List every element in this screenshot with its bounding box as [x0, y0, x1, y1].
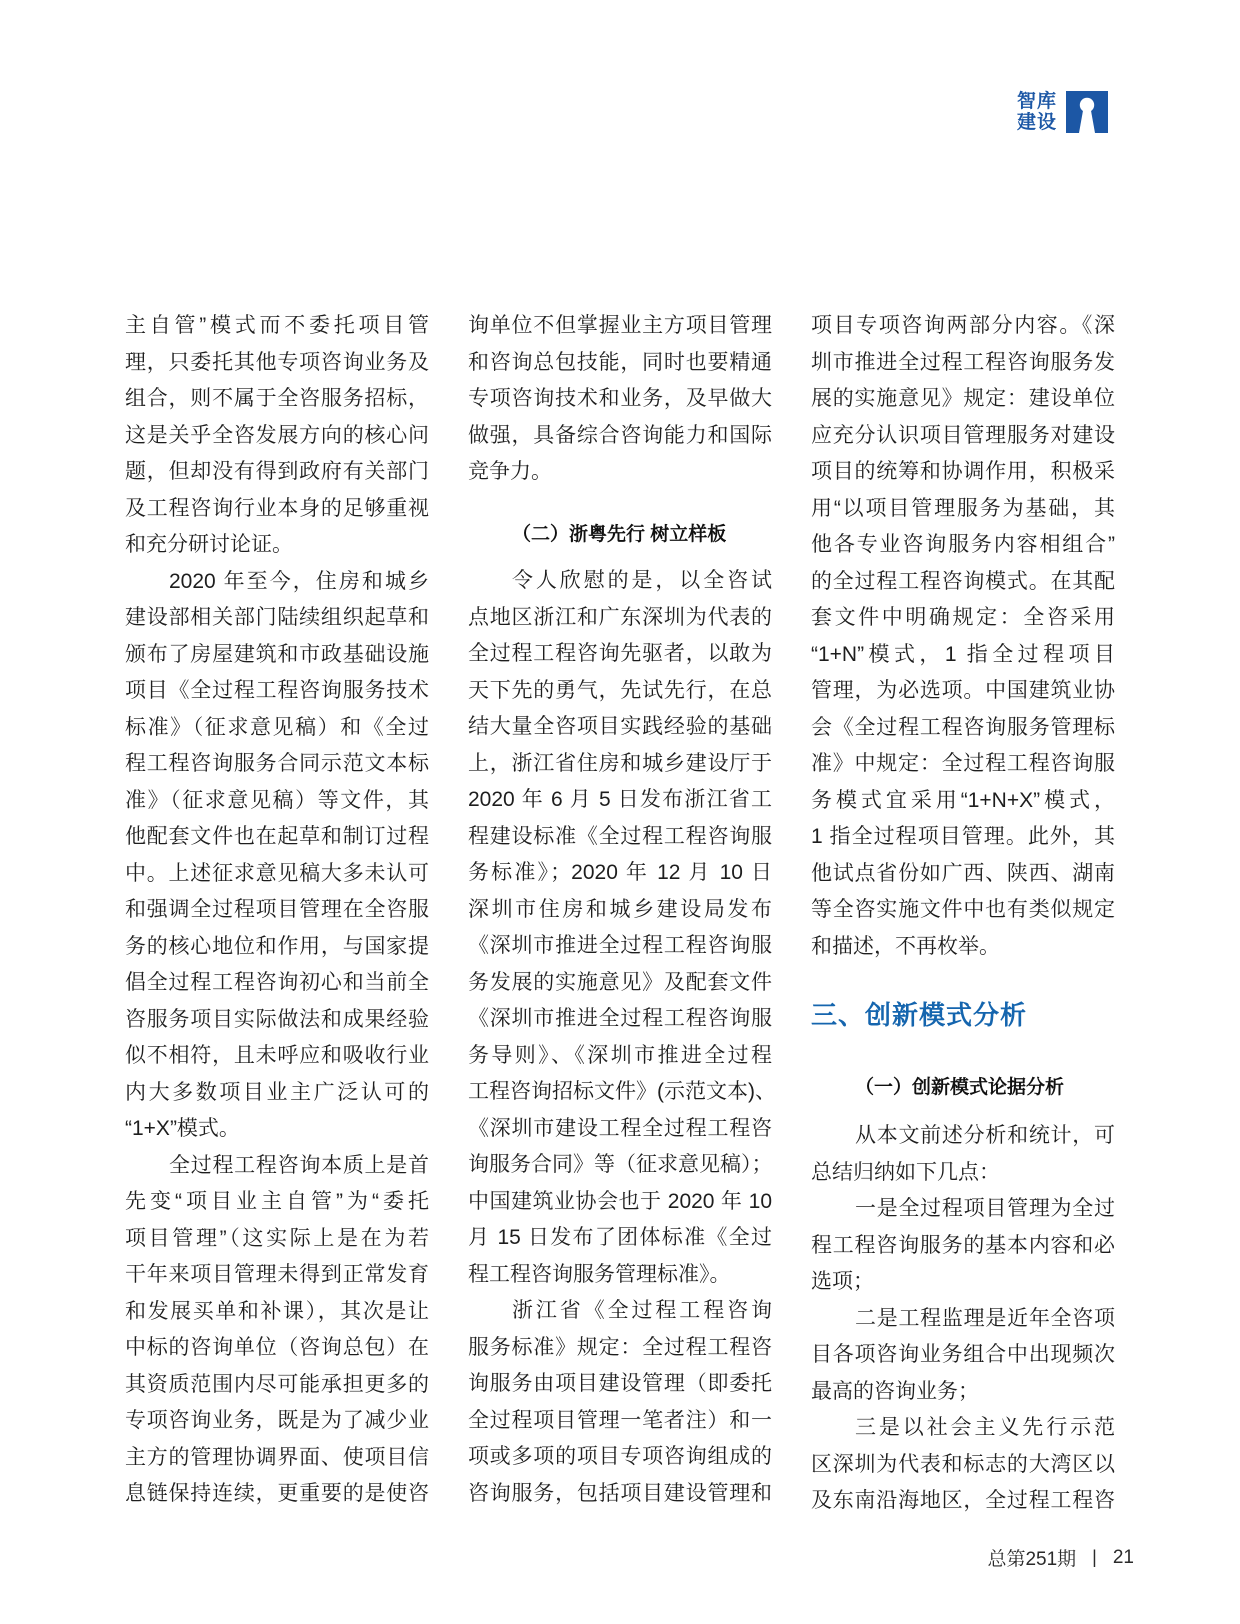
text-line: 他各专业咨询服务内容相组合” [811, 533, 1115, 556]
text-line: 区深圳为代表和标志的大湾区以 [811, 1452, 1115, 1476]
text-line: 和强调全过程项目管理在全咨服 [125, 898, 429, 921]
text-line: 专项咨询业务，既是为了减少业 [125, 1409, 429, 1432]
text-line: 《深圳市建设工程全过程工程咨 [468, 1116, 772, 1140]
text-line: 中国建筑业协会也于 2020 年 10 [468, 1189, 772, 1213]
text-line: 令人欣慰的是，以全咨试 [512, 569, 772, 592]
text-line: 其资质范围内尽可能承担更多的 [125, 1372, 429, 1396]
text-line: 管理，为必选项。中国建筑业协 [811, 679, 1115, 702]
text-line: 组合，则不属于全咨服务招标， [125, 387, 429, 410]
text-line: 圳市推进全过程工程咨询服务发 [811, 350, 1115, 374]
text-line: 二是工程监理是近年全咨项 [855, 1306, 1115, 1330]
text-line: 内大多数项目业主广泛认可的 [125, 1080, 429, 1104]
text-line: 专项咨询技术和业务，及早做大 [468, 387, 772, 410]
issue-number: 总第251期 [987, 1549, 1077, 1570]
text-line: 及工程咨询行业本身的足够重视 [125, 496, 429, 520]
text-line: 标准》（征求意见稿）和《全过 [125, 715, 429, 739]
text-line: 深圳市住房和城乡建设局发布 [468, 897, 772, 921]
text-line: 从本文前述分析和统计，可 [855, 1124, 1115, 1147]
text-line: 竞争力。 [468, 460, 552, 483]
text-line: 三是以社会主义先行示范 [855, 1416, 1115, 1439]
text-line: 程工程咨询服务合同示范文本标 [125, 752, 429, 775]
text-column-left [125, 308, 429, 1513]
text-line: 务发展的实施意见》及配套文件 [468, 970, 772, 994]
text-line: 套文件中明确规定：全咨采用 [811, 606, 1115, 629]
text-line: 月 15 日发布了团体标准《全过 [468, 1226, 772, 1249]
text-line: 做强，具备综合咨询能力和国际 [468, 423, 772, 447]
text-line: 一是全过程项目管理为全过 [855, 1197, 1115, 1220]
text-line: 他试点省份如广西、陕西、湖南 [811, 861, 1115, 885]
text-line: 上，浙江省住房和城乡建设厅于 [468, 751, 772, 775]
text-line: 和充分研讨论证。 [125, 533, 293, 556]
text-line: 咨询服务，包括项目建设管理和 [468, 1481, 772, 1505]
text-line: 浙江省《全过程工程咨询 [512, 1299, 772, 1322]
text-line: 1 指全过程项目管理。此外，其 [811, 825, 1115, 848]
brand-logo-line2: 建设 [1017, 112, 1058, 133]
text-line: 和咨询总包技能，同时也要精通 [468, 350, 772, 374]
text-line: 询服务合同》等（征求意见稿）； [468, 1153, 773, 1176]
text-line: 应充分认识项目管理服务对建设 [811, 423, 1115, 447]
text-line: 题，但却没有得到政府有关部门 [125, 460, 429, 483]
text-line: 主方的管理协调界面、使项目信 [125, 1445, 429, 1469]
text-line: 似不相符，且未呼应和吸收行业 [125, 1044, 429, 1067]
text-line: 会《全过程工程咨询服务管理标 [811, 715, 1115, 739]
text-line: 目各项咨询业务组合中出现频次 [811, 1343, 1115, 1366]
text-line: “1+N”模式，1 指全过程项目 [811, 642, 1115, 666]
text-line: 中。上述征求意见稿大多未认可 [125, 861, 429, 885]
text-column-right [811, 308, 1115, 1520]
text-line: 程工程咨询服务的基本内容和必 [811, 1233, 1115, 1257]
brand-logo-text [1017, 91, 1057, 133]
text-line: 和描述，不再枚举。 [811, 934, 1000, 958]
text-line: 最高的咨询业务； [811, 1379, 979, 1403]
text-line: 等全咨实施文件中也有类似规定 [811, 898, 1115, 921]
text-line: 他配套文件也在起草和制订过程 [125, 825, 429, 848]
text-line: 项目的统筹和协调作用，积极采 [811, 460, 1115, 483]
text-line: 先变“项目业主自管”为“委托 [125, 1190, 429, 1213]
text-line: 咨服务项目实际做法和成果经验 [125, 1007, 429, 1031]
text-line: 这是关乎全咨发展方向的核心问 [125, 423, 429, 447]
text-line: 天下先的勇气，先试先行，在总 [468, 678, 772, 702]
text-line: 结大量全咨项目实践经验的基础 [468, 715, 772, 738]
text-line: 准》中规定：全过程工程咨询服 [811, 752, 1115, 775]
keyhole-icon [1066, 91, 1108, 133]
brand-logo [1017, 91, 1108, 133]
text-line: 务导则》、《深圳市推进全过程 [468, 1043, 772, 1067]
text-line: 询单位不但掌握业主方项目管理 [468, 314, 772, 337]
sub-heading: （一）创新模式论据分析 [855, 1076, 1065, 1098]
text-line: 选项； [811, 1270, 874, 1293]
text-line: 建设部相关部门陆续组织起草和 [125, 606, 429, 629]
page-footer [987, 1544, 1134, 1571]
text-line: 息链保持连续，更重要的是使咨 [125, 1482, 429, 1505]
text-line: 2020 年 6 月 5 日发布浙江省工 [468, 788, 772, 811]
text-line: 准》（征求意见稿）等文件，其 [125, 788, 429, 812]
text-line: 全过程项目管理一笔者注）和一 [468, 1408, 772, 1432]
text-line: 项目专项咨询两部分内容。《深 [811, 314, 1115, 337]
text-line: 主自管”模式而不委托项目管 [125, 314, 429, 337]
text-line: 展的实施意见》规定：建设单位 [811, 387, 1115, 410]
brand-logo-line1: 智库 [1017, 91, 1058, 112]
text-line: 干年来项目管理未得到正常发育 [125, 1263, 429, 1286]
text-line: 颁布了房屋建筑和市政基础设施 [125, 642, 429, 666]
text-line: 务模式宜采用“1+N+X”模式， [811, 788, 1115, 812]
sub-heading: （二）浙粤先行 树立样板 [512, 523, 727, 545]
text-line: 的全过程工程咨询模式。在其配 [811, 569, 1115, 593]
text-line: 项目管理”（这实际上是在为若 [125, 1226, 429, 1250]
text-column-middle [468, 308, 776, 1512]
text-line: 中标的咨询单位（咨询总包）在 [125, 1336, 429, 1359]
text-line: 倡全过程工程咨询初心和当前全 [125, 971, 429, 994]
text-line: 《深圳市推进全过程工程咨询服 [468, 1007, 772, 1030]
text-line: 总结归纳如下几点： [811, 1160, 1000, 1184]
text-line: 程工程咨询服务管理标准》。 [468, 1262, 731, 1286]
text-line: 理，只委托其他专项咨询业务及 [125, 350, 429, 374]
text-line: 项或多项的项目专项咨询组成的 [468, 1445, 772, 1468]
text-line: 全过程工程咨询本质上是首 [169, 1153, 429, 1177]
text-line: 点地区浙江和广东深圳为代表的 [468, 605, 772, 629]
text-line: 用“以项目管理服务为基础，其 [811, 496, 1115, 520]
text-line: 2020 年至今，住房和城乡 [169, 569, 429, 593]
text-line: 和发展买单和补课），其次是让 [125, 1299, 429, 1323]
text-line: “1+X”模式。 [125, 1117, 240, 1140]
footer-divider: | [1092, 1547, 1097, 1567]
text-line: 程建设标准《全过程工程咨询服 [468, 824, 772, 848]
text-line: 及东南沿海地区，全过程工程咨 [811, 1489, 1115, 1512]
text-line: 服务标准》规定：全过程工程咨 [468, 1335, 772, 1359]
text-line: 询服务由项目建设管理（即委托 [468, 1372, 772, 1395]
text-line: 工程咨询招标文件》(示范文本)、 [468, 1080, 776, 1103]
page-number: 21 [1112, 1546, 1134, 1568]
text-line: 《深圳市推进全过程工程咨询服 [468, 934, 772, 957]
text-line: 务标准》；2020 年 12 月 10 日 [468, 861, 772, 884]
text-line: 项目《全过程工程咨询服务技术 [125, 679, 429, 702]
text-line: 务的核心地位和作用，与国家提 [125, 934, 429, 958]
section-heading: 三、创新模式分析 [811, 1000, 1028, 1030]
text-line: 全过程工程咨询先驱者，以敢为 [468, 642, 772, 665]
